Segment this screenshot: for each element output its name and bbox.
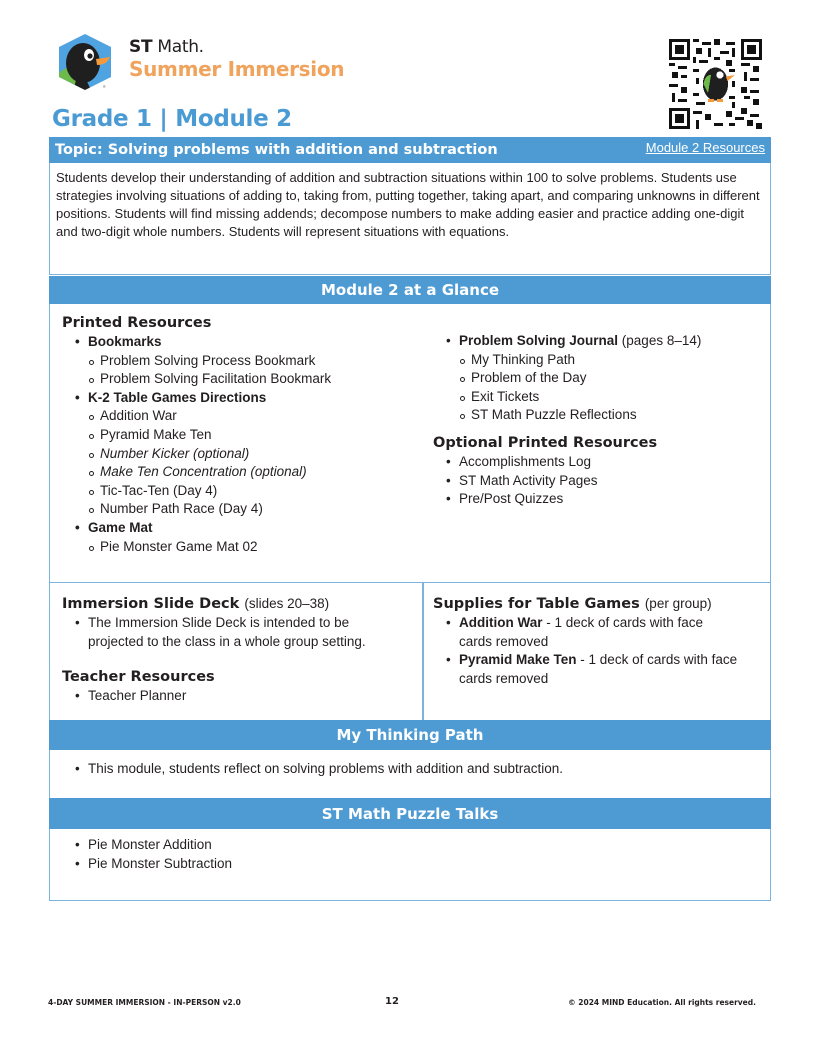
resources-row bbox=[49, 582, 771, 720]
supplies-heading: Supplies for Table Games (per group) bbox=[433, 596, 712, 612]
page-title: Grade 1 | Module 2 bbox=[52, 106, 292, 132]
jiji-penguin-logo bbox=[55, 33, 115, 91]
list-item: Pie Monster Game Mat 02 bbox=[62, 538, 412, 557]
list-item: • Pie Monster Subtraction bbox=[62, 855, 762, 874]
qr-code[interactable] bbox=[669, 39, 762, 129]
topic-description: Students develop their understanding of addition and subtraction situations within 100 to solve problems. Students use strategies involving situations of adding to, taking from, putting together, taking apart, and comparing unknowns in different positions. Students will find missing addends; decompose numbers to make adding easier and practice adding one-digit and two-digit whole numbers. Students will represent situations with equations. bbox=[49, 163, 771, 275]
brand bbox=[129, 37, 344, 81]
brand-name: ST Math. bbox=[129, 37, 204, 57]
list-item: • Pre/Post Quizzes bbox=[433, 490, 763, 509]
puzzle-talks-list bbox=[62, 836, 762, 873]
list-item: Exit Tickets bbox=[433, 388, 763, 407]
list-item: Pyramid Make Ten bbox=[62, 426, 412, 445]
list-item: • Game Mat bbox=[62, 519, 412, 538]
glance-header: Module 2 at a Glance bbox=[49, 276, 771, 304]
thinking-path-header: My Thinking Path bbox=[49, 720, 771, 750]
slide-deck-heading: Immersion Slide Deck (slides 20–38) bbox=[62, 596, 330, 612]
list-item: • ST Math Activity Pages bbox=[433, 472, 763, 491]
topic-header bbox=[49, 137, 771, 163]
list-item: • Addition War - 1 deck of cards with face cards removed bbox=[433, 614, 738, 651]
puzzle-talks-header: ST Math Puzzle Talks bbox=[49, 798, 771, 829]
thinking-path-list bbox=[62, 760, 762, 779]
list-item: Number Kicker (optional) bbox=[62, 445, 412, 464]
optional-resources-heading: Optional Printed Resources bbox=[433, 434, 658, 451]
list-item: • K-2 Table Games Directions bbox=[62, 389, 412, 408]
list-item: Problem Solving Facilitation Bookmark bbox=[62, 370, 412, 389]
puzzle-talks-section bbox=[49, 829, 771, 901]
list-item: • This module, students reflect on solving problems with addition and subtraction. bbox=[62, 760, 762, 779]
column-divider bbox=[422, 583, 424, 721]
list-item: • Pie Monster Addition bbox=[62, 836, 762, 855]
thinking-path-section bbox=[49, 750, 771, 798]
brand-subtitle: Summer Immersion bbox=[129, 57, 345, 81]
glance-section bbox=[49, 304, 771, 582]
footer-copyright: © 2024 MIND Education. All rights reserved. bbox=[568, 998, 756, 1007]
page-number: 12 bbox=[385, 996, 399, 1007]
topic-title: Topic: Solving problems with addition and subtraction bbox=[55, 142, 498, 158]
footer-document-title: 4-DAY SUMMER IMMERSION - IN-PERSON v2.0 bbox=[48, 998, 241, 1007]
list-item: • Teacher Planner bbox=[62, 687, 412, 706]
printed-resources-heading: Printed Resources bbox=[62, 315, 212, 331]
list-item: Problem of the Day bbox=[433, 369, 763, 388]
list-item: Tic-Tac-Ten (Day 4) bbox=[62, 482, 412, 501]
journal-and-optional bbox=[433, 332, 763, 509]
supplies-section bbox=[433, 594, 753, 688]
printed-resources bbox=[62, 314, 412, 556]
list-item: Number Path Race (Day 4) bbox=[62, 500, 412, 519]
list-item: Addition War bbox=[62, 407, 412, 426]
list-item: • The Immersion Slide Deck is intended to be projected to the class in a whole group setting. bbox=[62, 614, 392, 651]
list-item: Problem Solving Process Bookmark bbox=[62, 352, 412, 371]
svg-text:®: ® bbox=[103, 85, 106, 89]
list-item: Make Ten Concentration (optional) bbox=[62, 463, 412, 482]
list-item: • Bookmarks bbox=[62, 333, 412, 352]
slide-deck-section bbox=[62, 594, 412, 706]
teacher-resources-heading: Teacher Resources bbox=[62, 669, 215, 686]
list-item: • Problem Solving Journal (pages 8–14) bbox=[433, 332, 763, 351]
list-item: • Pyramid Make Ten - 1 deck of cards with face cards removed bbox=[433, 651, 738, 688]
module-resources-link[interactable]: Module 2 Resources bbox=[645, 140, 765, 155]
list-item: • Accomplishments Log bbox=[433, 453, 763, 472]
list-item: ST Math Puzzle Reflections bbox=[433, 406, 763, 425]
list-item: My Thinking Path bbox=[433, 351, 763, 370]
